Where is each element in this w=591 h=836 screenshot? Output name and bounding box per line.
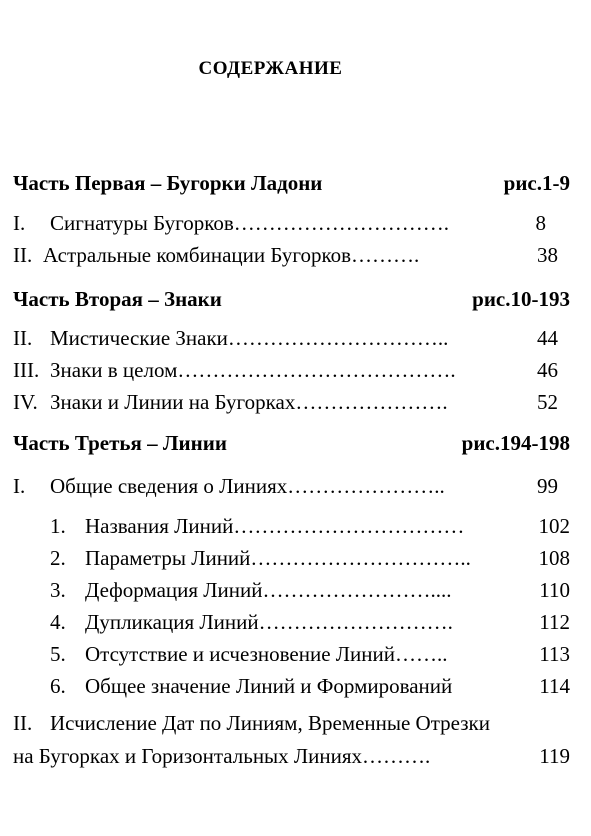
toc-entry-number: II. — [13, 326, 33, 350]
toc-subentry-page: 110 — [539, 578, 570, 602]
page-title: СОДЕРЖАНИЕ — [198, 58, 343, 79]
toc-entry-text-line2: на Бугорках и Горизонтальных Линиях………. — [13, 744, 431, 768]
part-3-heading: Часть Третья – Линии — [13, 431, 227, 455]
toc-entry-text-line1: Исчисление Дат по Линиям, Временные Отрезки — [50, 711, 490, 735]
toc-entry-page: 99 — [537, 474, 558, 498]
toc-subentry-text: Деформация Линий…………………….... — [85, 578, 452, 602]
toc-entry-page: 119 — [539, 744, 570, 768]
toc-subentry-number: 6. — [50, 674, 66, 698]
part-1-figures: рис.1-9 — [503, 171, 570, 195]
toc-entry-number: I. — [13, 211, 26, 235]
toc-entry-text: Астральные комбинации Бугорков………. — [43, 243, 420, 267]
toc-entry-number: I. — [13, 474, 26, 498]
toc-subentry-page: 108 — [538, 546, 570, 570]
toc-entry-page: 46 — [537, 358, 558, 382]
toc-subentry-number: 2. — [50, 546, 66, 570]
toc-subentry-number: 1. — [50, 514, 66, 538]
toc-subentry-text: Дупликация Линий………………………. — [85, 610, 453, 634]
part-2-heading: Часть Вторая – Знаки — [13, 287, 222, 311]
toc-subentry-page: 113 — [539, 642, 570, 666]
toc-subentry-number: 4. — [50, 610, 66, 634]
toc-subentry-text: Параметры Линий………………………….. — [85, 546, 471, 570]
toc-subentry-page: 102 — [538, 514, 570, 538]
toc-entry-text: Общие сведения о Линиях………………….. — [50, 474, 445, 498]
toc-entry-page: 44 — [537, 326, 558, 350]
toc-subentry-text: Общее значение Линий и Формирований — [85, 674, 453, 698]
part-2-figures: рис.10-193 — [472, 287, 570, 311]
toc-subentry-text: Названия Линий…………………………… — [85, 514, 465, 538]
toc-entry-text: Сигнатуры Бугорков…………………………. — [50, 211, 450, 235]
toc-entry-text: Знаки и Линии на Бугорках…………………. — [50, 390, 448, 414]
toc-entry-text: Мистические Знаки………………………….. — [50, 326, 449, 350]
part-3-figures: рис.194-198 — [461, 431, 570, 455]
toc-entry-text: Знаки в целом…………………………………. — [50, 358, 456, 382]
toc-subentry-number: 5. — [50, 642, 66, 666]
toc-subentry-number: 3. — [50, 578, 66, 602]
toc-entry-number: III. — [13, 358, 40, 382]
toc-entry-page: 38 — [537, 243, 558, 267]
toc-entry-number: II. — [13, 711, 33, 735]
toc-entry-number: II. — [13, 243, 33, 267]
toc-entry-page: 8 — [535, 211, 546, 235]
toc-entry-number: IV. — [13, 390, 38, 414]
toc-entry-page: 52 — [537, 390, 558, 414]
toc-subentry-text: Отсутствие и исчезновение Линий…….. — [85, 642, 448, 666]
toc-subentry-page: 112 — [539, 610, 570, 634]
part-1-heading: Часть Первая – Бугорки Ладони — [13, 171, 323, 195]
toc-subentry-page: 114 — [539, 674, 570, 698]
